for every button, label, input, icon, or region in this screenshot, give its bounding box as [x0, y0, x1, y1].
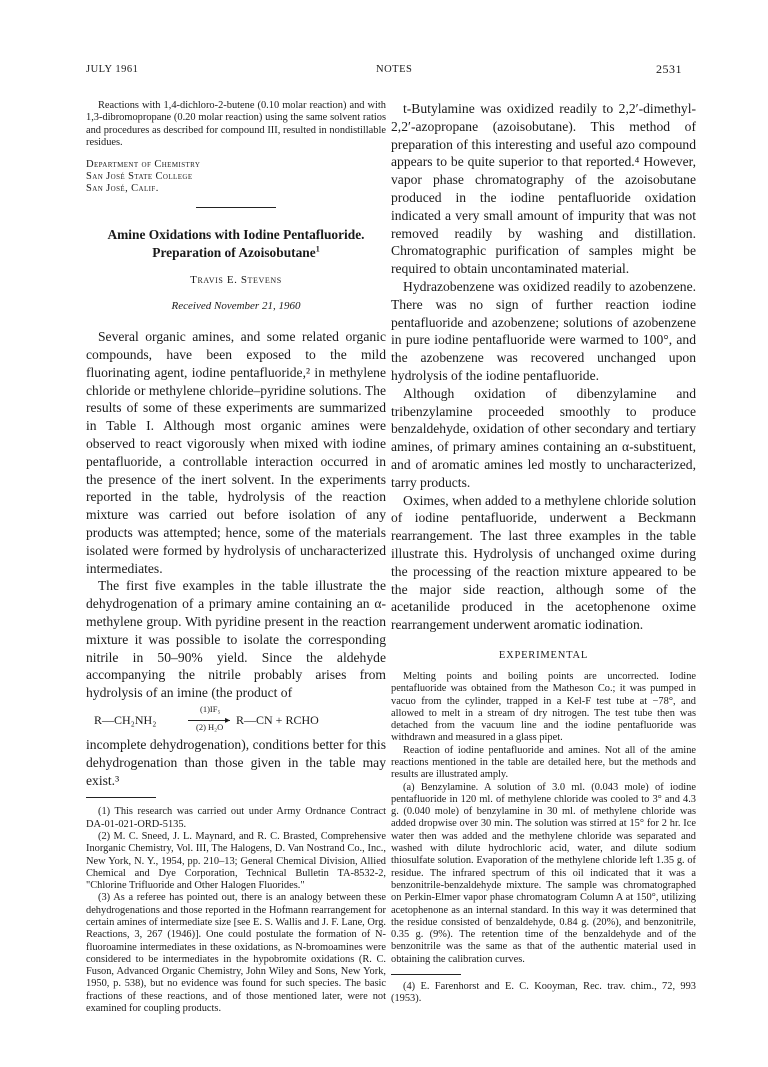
footnote-1: (1) This research was carried out under Army Ordnance Contract DA-01-021-ORD-5135. [86, 806, 386, 830]
equation-products: R—CN + RCHO [236, 712, 319, 727]
affiliation-city: San José, Calif. [86, 183, 159, 195]
article-separator-rule [196, 207, 276, 208]
article-title-line1: Amine Oxidations with Iodine Pentafluoride. [107, 227, 365, 243]
body-paragraph: t-Butylamine was oxidized readily to 2,2′-dimethyl-2,2′-azopropane (azoisobutane). This method of preparation of this interesting and useful azo compound appears to be quite superior to that reported.⁴ However, vapor phase chromatography of the azoisobutane produced in the iodine pentafluoride oxidation indicated a very small amount of impurity that was not removed readily by washing and distillation. Chromatographic purification of samples might be required to obtain uncontaminated material. [391, 101, 696, 277]
reaction-equation [86, 703, 386, 732]
running-header-section: NOTES [376, 64, 413, 75]
running-header-date: JULY 1961 [86, 64, 139, 75]
equation-step2: (2) H₂O [196, 721, 224, 732]
body-paragraph: Hydrazobenzene was oxidized readily to azobenzene. There was no sign of further reaction iodine pentafluoride and azobenzene; solutions of azobenzene in pure iodine pentafluoride were warmed to 100°, and the azobenzene was recovered unchanged upon hydrolysis of the iodine pentafluoride. [391, 278, 696, 383]
body-paragraph: Several organic amines, and some related organic compounds, have been exposed to the mild fluorinating agent, iodine pentafluoride,² in methylene chloride or methylene chloride–pyridine solutions. The results of some of these experiments are summarized in Table I. Although most organic amines were observed to react vigorously when mixed with iodine pentafluoride, a controllable interaction occurred in the presence of the inert solvent. In the experiments reported in the table, hydrolysis of the reaction mixture was carried out before isolation of any products was attempted; hence, some of the materials isolated were formed by hydrolysis of uncharacterized intermediates. [86, 329, 386, 576]
footnote-4: (4) E. Farenhorst and E. C. Kooyman, Rec. trav. chim., 72, 993 (1953). [391, 981, 696, 1005]
equation-reactant: R—CH₂NH₂ [94, 712, 157, 727]
affiliation-department: Department of Chemistry [86, 159, 201, 171]
footnote-rule [391, 974, 461, 975]
equation-step1: (1)IF₅ [200, 703, 221, 714]
footnote-rule [86, 797, 156, 798]
experimental-paragraph: Melting points and boiling points are uncorrected. Iodine pentafluoride was obtained from the Matheson Co.; it was pumped in vacuo from the cylinder, trapped in a Kel-F test tube at −78°, and allowed to melt in a stream of dry nitrogen. The test tube then was detached from the vacuum line and the iodine pentafluoride was withdrawn and measured in a glass pipet. [391, 670, 696, 744]
body-paragraph: Oximes, when added to a methylene chloride solution of iodine pentafluoride, underwent a Beckmann rearrangement. The last three examples in the table illustrate this. Hydrolysis of unchanged oxime during the processing of the reaction mixture appeared to be the major side reaction, although some of the acetanilide produced in the acetophenone oxime rearrangement underwent aromatic iodination. [391, 492, 696, 633]
received-date: Received November 21, 1960 [171, 300, 301, 313]
article-title-line2: Preparation of Azoisobutane$^1$ [152, 244, 320, 261]
page-number: 2531 [656, 62, 682, 76]
equation-arrowhead: ▸ [225, 714, 231, 726]
article-author: Travis E. Stevens [190, 274, 282, 287]
previous-article-text: Reactions with 1,4-dichloro-2-butene (0.10 molar reaction) and with 1,3-dibromopropane (0.20 molar reaction) using the same solvent ratios and procedures as described for compound III, resulted in nondistillable residues. [86, 100, 386, 148]
footnote-3: (3) As a referee has pointed out, there is an analogy between these dehydrogenations and those reported in the Hofmann rearrangement for certain amines of intermediate size [see E. S. Wallis and J. F. Lane, Org. Reactions, 3, 267 (1946)]. One could postulate the formation of N-fluoroamine intermediates in these oxidations, as N-bromoamines were considered to be intermediates in the hypobromite oxidations (R. C. Fuson, Advanced Organic Chemistry, John Wiley and Sons, New York, 1950, p. 538), but no evidence was found for such species. The basic fractions of these reactions, and of those mentioned later, were not examined for coupling products. [86, 892, 386, 1015]
experimental-heading: EXPERIMENTAL [498, 649, 589, 661]
left-column [86, 100, 386, 1015]
equation-arrow [188, 720, 230, 721]
body-paragraph-continued: incomplete dehydrogenation), conditions better for this dehydrogenation than those given in the table may exist.³ [86, 736, 386, 788]
affiliation-college: San José State College [86, 171, 193, 183]
right-column [391, 100, 696, 1006]
experimental-paragraph: Reaction of iodine pentafluoride and amines. Not all of the amine reactions mentioned in the table are detailed here, but the methods and results are illustrated amply. [391, 744, 696, 781]
experimental-paragraph: (a) Benzylamine. A solution of 3.0 ml. (0.043 mole) of iodine pentafluoride in 120 ml. of methylene chloride was cooled to 3° and 4.3 g. (0.040 mole) of benzylamine in 30 ml. of methylene chloride was added dropwise over 30 min. The solution was stirred at 15° for 2 hr. Ice water then was added and the methylene chloride was separated and washed with dilute hydrochloric acid, water, and dilute sodium thiosulfate solution. Evaporation of the methylene chloride left 1.35 g. of residue. The infrared spectrum of this oil indicated that it was a benzonitrile-benzaldehyde mixture. The sample was chromatographed on Perkin-Elmer vapor phase chromatogram Column A at 150°, utilizing acetophenone as an internal standard. In this way it was determined that the residue consisted of benzaldehyde, 0.84 g. (20%), and benzonitrile, 0.35 g. (9%). The retention time of the benzaldehyde and of the benzonitrile was the same as that of the authentic material used in obtaining the calibration curves. [391, 781, 696, 965]
body-paragraph: Although oxidation of dibenzylamine and tribenzylamine proceeded smoothly to produce benzaldehyde, oxidation of other secondary and tertiary amines, of primary amines containing an α-substituent, and of aromatic amines led mostly to uncharacterized, tarry products. [391, 385, 696, 490]
body-paragraph: The first five examples in the table illustrate the dehydrogenation of a primary amine containing an α-methylene group. With pyridine present in the reaction mixture it was possible to isolate the corresponding nitrile in 50–90% yield. Since the aldehyde accompanying the nitrile probably arises from hydrolysis of an imine (the product of [86, 578, 386, 701]
footnote-2: (2) M. C. Sneed, J. L. Maynard, and R. C. Brasted, Comprehensive Inorganic Chemistry, Vol. III, The Halogens, D. Van Nostrand Co., Inc., New York, N. Y., 1954, pp. 210–13; General Chemical Division, Allied Chemical and Dye Corporation, Technical Bulletin TA-8532-2, "Chlorine Trifluoride and Other Halogen Fluorides." [86, 830, 386, 892]
